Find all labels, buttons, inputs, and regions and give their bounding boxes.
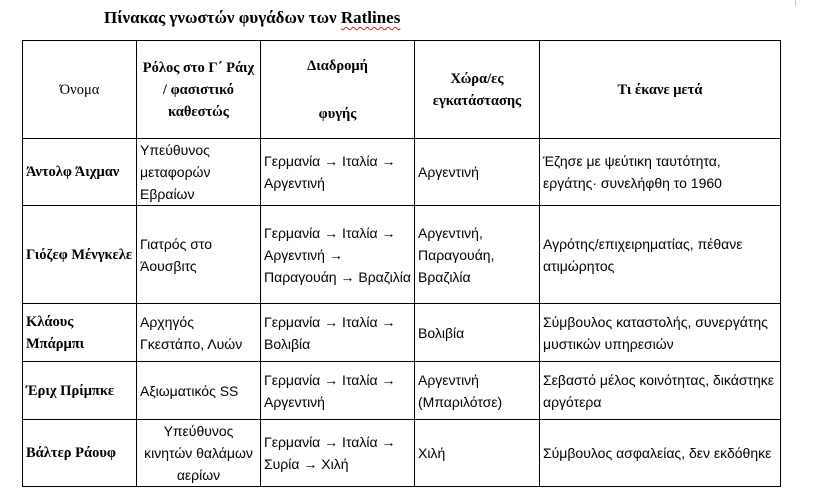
cell-name: Κλάους Μπάρμπι <box>23 304 137 362</box>
header-after: Τι έκανε μετά <box>540 41 781 139</box>
cell-after: Σύμβουλος καταστολής, συνεργάτης μυστικών υπηρεσιών <box>540 304 781 362</box>
table-row <box>23 362 781 420</box>
title-highlight: Ratlines <box>340 8 401 27</box>
cell-route: Γερμανία → Ιταλία → Βολιβία <box>261 304 415 362</box>
page-corner-mark <box>795 0 800 6</box>
cell-country: Αργεντινή (Μπαριλότσε) <box>415 362 540 420</box>
cell-route: Γερμανία → Ιταλία → Αργεντινή <box>261 362 415 420</box>
cell-role: Γιατρός στο Άουσβιτς <box>137 206 261 304</box>
cell-after: Αγρότης/επιχειρηματίας, πέθανε ατιμώρητος <box>540 206 781 304</box>
header-role: Ρόλος στο Γ΄ Ράιχ / φασιστικό καθεστώς <box>137 41 261 139</box>
cell-route: Γερμανία → Ιταλία → Συρία → Χιλή <box>261 420 415 487</box>
table-row <box>23 139 781 206</box>
cell-name: Άντολφ Άιχμαν <box>23 139 137 206</box>
cell-country: Χιλή <box>415 420 540 487</box>
cell-country: Αργεντινή <box>415 139 540 206</box>
header-route <box>261 41 415 139</box>
cell-role: Αξιωματικός SS <box>137 362 261 420</box>
title-text: Πίνακας γνωστών φυγάδων των <box>104 8 341 27</box>
cell-country: Βολιβία <box>415 304 540 362</box>
cell-name: Βάλτερ Ράουφ <box>23 420 137 487</box>
cell-route: Γερμανία → Ιταλία → Αργεντινή <box>261 139 415 206</box>
cell-after: Σύμβουλος ασφαλείας, δεν εκδόθηκε <box>540 420 781 487</box>
cell-country: Αργεντινή, Παραγουάη, Βραζιλία <box>415 206 540 304</box>
cell-name: Έριχ Πρίμπκε <box>23 362 137 420</box>
header-name: Όνομα <box>23 41 137 139</box>
page-title <box>104 8 400 28</box>
cell-name: Γιόζεφ Μένγκελε <box>23 206 137 304</box>
cell-route: Γερμανία → Ιταλία → Αργεντινή → Παραγουάη → Βραζιλία <box>261 206 415 304</box>
header-route-line2: φυγής <box>318 105 357 122</box>
table-row <box>23 206 781 304</box>
cell-role: Υπεύθυνος κινητών θαλάμων αερίων <box>137 420 261 487</box>
cell-role: Αρχηγός Γκεστάπο, Λυών <box>137 304 261 362</box>
header-country: Χώρα/ες εγκατάστασης <box>415 41 540 139</box>
header-row <box>23 41 781 139</box>
header-route-line1: Διαδρομή <box>307 57 368 74</box>
cell-after: Έζησε με ψεύτικη ταυτότητα, εργάτης· συνελήφθη το 1960 <box>540 139 781 206</box>
cell-role: Υπεύθυνος μεταφορών Εβραίων <box>137 139 261 206</box>
table-row <box>23 420 781 487</box>
fugitives-table <box>22 40 781 487</box>
cell-after: Σεβαστό μέλος κοινότητας, δικάστηκε αργότερα <box>540 362 781 420</box>
table-row <box>23 304 781 362</box>
